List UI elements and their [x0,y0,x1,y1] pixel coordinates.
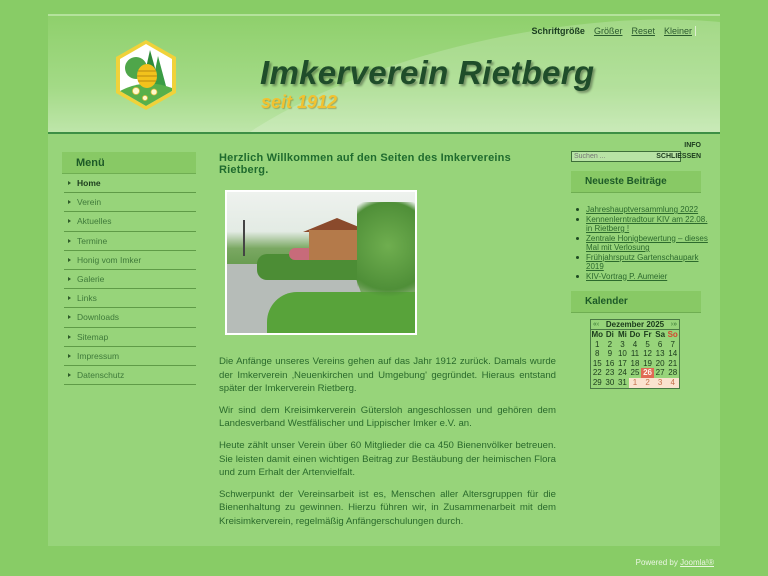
calendar-weekday: Mi [617,330,627,339]
page-container [48,14,720,546]
font-size-controls [531,26,696,36]
menu-item-galerie[interactable] [64,270,196,289]
site-subtitle: seit 1912 [261,92,338,112]
calendar-day[interactable]: 24 [617,368,627,378]
menu-title: Menü [62,152,196,174]
list-item [575,253,711,272]
menu-item-label: Aktuelles [77,216,112,227]
sidebar-menu [62,152,196,385]
arrow-right-icon [68,354,71,358]
menu-item-label: Sitemap [77,331,109,342]
font-bigger-link[interactable]: Größer [593,26,623,36]
calendar-day[interactable]: 27 [655,368,665,378]
joomla-link[interactable]: Joomla!® [680,558,714,567]
search-row [571,151,711,163]
calendar-day[interactable]: 31 [617,377,627,387]
list-item [575,205,711,215]
font-reset-link[interactable]: Reset [631,26,655,36]
info-toggle[interactable]: INFO [684,142,701,149]
menu-item-verein[interactable] [64,193,196,212]
list-item [575,234,711,253]
list-item [575,215,711,234]
latest-post-link[interactable]: Jahreshauptversammlung 2022 [586,205,699,214]
calendar-month: Dezember 2025 [605,320,665,329]
menu-item-termine[interactable] [64,232,196,251]
font-size-divider [695,26,696,36]
font-size-label: Schriftgröße [531,26,585,36]
menu-item-label: Home [77,178,101,189]
powered-by-label: Powered by [635,558,678,567]
members-paragraph: Heute zählt unser Verein über 60 Mitglieder die ca 450 Bienenvölker betreuen. Sie leisten damit einen wichtigen Beitrag zur Bestäubung der heimischen Flora und zum Erhalt der Artenvielfalt. [219,439,556,479]
association-paragraph: Wir sind dem Kreisimkerverein Gütersloh angeschlossen und gehören dem Landesverband Westfälischer und Lippischer Imker e.V. an. [219,404,556,430]
calendar-day[interactable]: 3 [620,339,625,349]
latest-posts-list [571,205,711,281]
menu-item-datenschutz[interactable] [64,366,196,385]
calendar-grid [591,330,679,388]
calendar-day[interactable]: 1 [595,339,600,349]
calendar-day[interactable]: 30 [605,377,615,387]
welcome-heading: Herzlich Willkommen auf den Seiten des Imkervereins Rietberg. [219,152,511,176]
calendar-day[interactable]: 5 [645,339,650,349]
calendar-next-month-day[interactable]: 4 [666,378,679,388]
intro-paragraph: Die Anfänge unseres Vereins gehen auf das Jahr 1912 zurück. Damals wurde der Imkerverein ‚Neuenkirchen und Umgebung' gegründet. Hieraus entstand später der Imkerverein Rietberg. [219,356,556,395]
calendar-day[interactable]: 21 [668,358,678,368]
search-close-button[interactable]: SCHLIESSEN [656,153,701,160]
calendar-day[interactable]: 22 [592,368,602,378]
menu-item-sitemap[interactable] [64,328,196,347]
latest-post-link[interactable]: Kennenlerntradtour KIV am 22.08. in Rietberg ! [586,214,708,233]
menu-item-label: Links [77,293,97,304]
footer [636,558,714,567]
calendar-day[interactable]: 17 [617,358,627,368]
arrow-right-icon [68,239,71,243]
calendar-weekday: So [667,330,678,339]
calendar-weekday: Mo [591,330,604,339]
calendar-day[interactable]: 8 [595,349,600,359]
arrow-right-icon [68,335,71,339]
list-item [575,272,711,282]
calendar-day[interactable]: 29 [592,377,602,387]
latest-post-link[interactable]: Frühjahrsputz Gartenschaupark 2019 [586,252,699,271]
calendar-day[interactable]: 18 [630,358,640,368]
focus-paragraph: Schwerpunkt der Vereinsarbeit ist es, Menschen aller Altersgruppen für die Bienenhaltung zu gewinnen. Hierzu führen wir, in Zusammenarbeit mit dem Kreisimkerverein, regelmäßig Anfängerschulungen durch. [219,488,556,527]
menu-item-downloads[interactable] [64,308,196,327]
menu-item-label: Impressum [77,350,120,361]
right-sidebar [571,142,711,389]
garden-photo [225,190,417,335]
arrow-right-icon [68,258,71,262]
calendar-title: Kalender [571,291,701,313]
calendar-day[interactable]: 10 [617,349,627,359]
arrow-right-icon [68,373,71,377]
menu-item-label: Termine [77,235,108,246]
menu-item-label: Honig vom Imker [77,254,142,265]
calendar-weekday: Do [629,330,641,339]
site-header [48,14,720,134]
menu-item-aktuelles[interactable] [64,212,196,231]
main-content [219,152,556,529]
calendar-day[interactable]: 11 [630,349,640,359]
calendar-weekday: Di [605,330,614,339]
calendar-day[interactable]: 23 [605,368,615,378]
arrow-right-icon [68,315,71,319]
calendar-day[interactable]: 2 [607,339,613,349]
calendar-next-month-day[interactable]: 1 [629,378,642,388]
beehive-logo-icon[interactable] [114,38,178,112]
calendar-weekday: Sa [655,330,666,339]
calendar-next-month-day[interactable]: 2 [641,378,654,388]
calendar-day[interactable]: 9 [607,349,613,359]
calendar-day[interactable]: 13 [655,349,665,359]
calendar-today[interactable]: 26 [643,368,653,378]
arrow-right-icon [68,200,71,204]
calendar-day[interactable]: 12 [643,349,653,359]
latest-post-link[interactable]: KIV-Vortrag P. Aumeier [586,271,668,281]
calendar-day[interactable]: 4 [632,339,638,349]
site-title: Imkerverein Rietberg [260,54,595,91]
latest-posts-title: Neueste Beiträge [571,171,701,193]
calendar-day[interactable]: 15 [592,358,602,368]
menu-item-links[interactable] [64,289,196,308]
arrow-right-icon [68,219,71,223]
menu-item-home[interactable] [64,174,196,193]
header-divider [48,132,720,134]
arrow-right-icon [68,181,71,185]
calendar-weekday: Fr [643,330,652,339]
latest-post-link[interactable]: Zentrale Honigbewertung – dieses Mal mit Verlosung [586,233,708,252]
font-smaller-link[interactable]: Kleiner [663,26,692,36]
calendar-day[interactable]: 6 [657,339,663,349]
calendar-day[interactable]: 19 [643,358,653,368]
calendar-next-month-day[interactable]: 3 [654,378,667,388]
menu-item-label: Datenschutz [77,369,125,380]
menu-item-impressum[interactable] [64,347,196,366]
calendar-day[interactable]: 20 [655,358,665,368]
menu-item-label: Galerie [77,274,105,285]
calendar-day[interactable]: 28 [668,368,678,378]
calendar-prev-button[interactable]: «‹ [593,321,600,328]
menu-item-honig[interactable] [64,251,196,270]
calendar-day[interactable]: 25 [630,368,640,378]
calendar-day[interactable]: 7 [670,339,675,349]
menu-item-label: Downloads [77,312,120,323]
arrow-right-icon [68,277,71,281]
calendar-day[interactable]: 14 [668,349,678,359]
arrow-right-icon [68,296,71,300]
calendar [590,319,680,389]
calendar-day[interactable]: 16 [605,358,615,368]
calendar-next-button[interactable]: ›» [670,321,677,328]
menu-item-label: Verein [77,197,102,208]
calendar-header [591,320,679,330]
